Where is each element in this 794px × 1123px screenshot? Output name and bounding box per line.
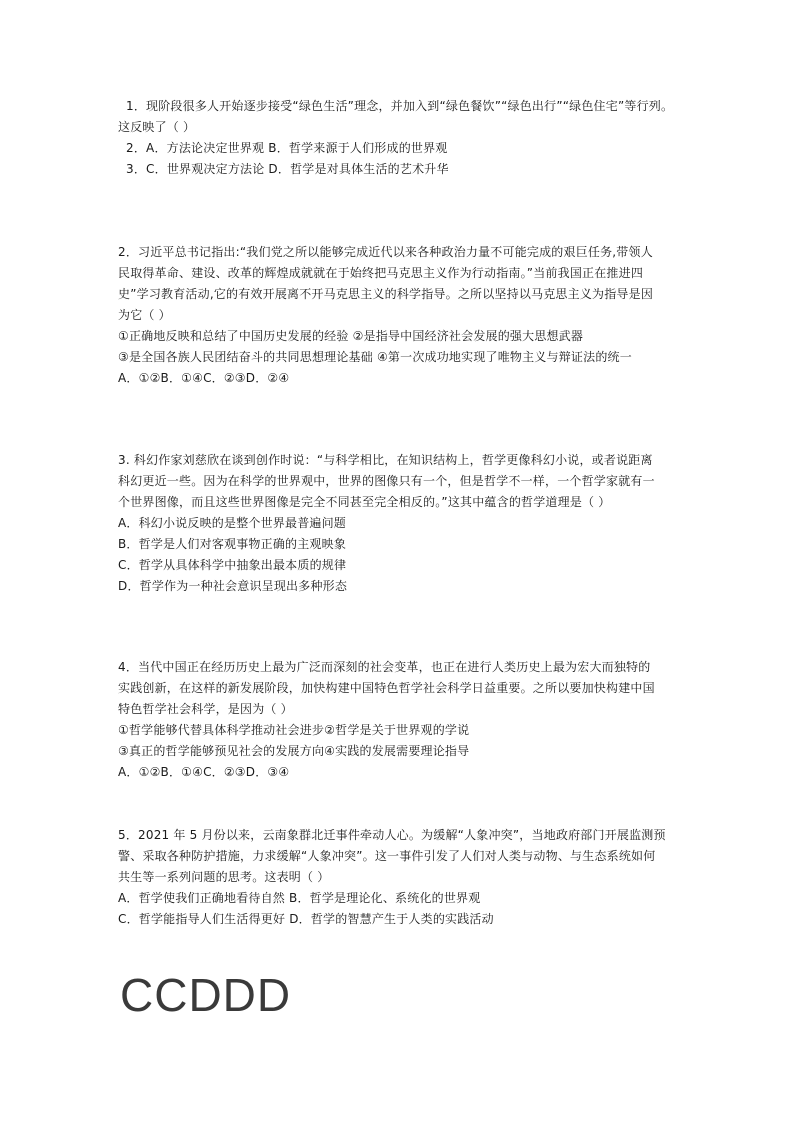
question-3-option-a: A．科幻小说反映的是整个世界最普遍问题 — [118, 516, 347, 530]
question-2-stem-line-3: 史”学习教育活动,它的有效开展离不开马克思主义的科学指导。之所以坚持以马克思主义为指导是因 — [118, 287, 654, 301]
question-4-stem-line-1: 4．当代中国正在经历历史上最为广泛而深刻的社会变革，也正在进行人类历史上最为宏大而独特的 — [118, 660, 651, 674]
question-2-statements-2: ③是全国各族人民团结奋斗的共同思想理论基础 ④第一次成功地实现了唯物主义与辩证法的统一 — [118, 350, 632, 364]
question-2-stem-line-2: 民取得革命、建设、改革的辉煌成就就在于始终把马克思主义作为行动指南。”当前我国正在推进四 — [118, 266, 644, 280]
question-1-stem-line-2: 这反映了（ ） — [118, 120, 196, 134]
question-3-option-d: D．哲学作为一种社会意识呈现出多种形态 — [118, 579, 348, 593]
question-5-options-cd: C．哲学能指导人们生活得更好 D．哲学的智慧产生于人类的实践活动 — [118, 912, 494, 926]
question-3-option-b: B．哲学是人们对客观事物正确的主观映象 — [118, 537, 347, 551]
question-4-statements-2: ③真正的哲学能够预见社会的发展方向④实践的发展需要理论指导 — [118, 744, 470, 758]
question-4-stem-line-2: 实践创新，在这样的新发展阶段，加快构建中国特色哲学社会科学日益重要。之所以要加快构建中国 — [118, 681, 655, 695]
question-5-stem-line-3: 共生等一系列问题的思考。这表明（ ） — [118, 870, 330, 884]
answer-key: CCDDD — [120, 969, 292, 1021]
question-1-options-cd: 3．C．世界观决定方法论 D．哲学是对具体生活的艺术升华 — [126, 162, 449, 176]
question-3-stem-line-3: 个世界图像，而且这些世界图像是完全不同甚至完全相反的。”这其中蕴含的哲学道理是（ ） — [118, 495, 611, 509]
question-4-options: A．①②B．①④C．②③D．③④ — [118, 765, 290, 779]
question-2-stem-line-4: 为它（ ） — [118, 308, 171, 322]
question-2-stem-line-1: 2．习近平总书记指出:“我们党之所以能够完成近代以来各种政治力量不可能完成的艰巨任务,带领人 — [118, 245, 653, 259]
question-1-options-ab: 2．A．方法论决定世界观 B．哲学来源于人们形成的世界观 — [126, 141, 448, 155]
question-2-options: A．①②B．①④C．②③D．②④ — [118, 371, 290, 385]
question-3-option-c: C．哲学从具体科学中抽象出最本质的规律 — [118, 558, 347, 572]
question-4-statements-1: ①哲学能够代替具体科学推动社会进步②哲学是关于世界观的学说 — [118, 723, 470, 737]
question-5-options-ab: A．哲学使我们正确地看待自然 B．哲学是理论化、系统化的世界观 — [118, 891, 481, 905]
question-2-statements-1: ①正确地反映和总结了中国历史发展的经验 ②是指导中国经济社会发展的强大思想武器 — [118, 329, 584, 343]
question-4-stem-line-3: 特色哲学社会科学，是因为（ ） — [118, 702, 293, 716]
question-1-stem-line-1: 1．现阶段很多人开始逐步接受“绿色生活”理念，并加入到“绿色餐饮”“绿色出行”“绿色住宅”等行列。 — [126, 99, 674, 113]
question-5-stem-line-1: 5．2021 年 5 月份以来，云南象群北迁事件牵动人心。为缓解“人象冲突”，当地政府部门开展监测预 — [118, 828, 666, 842]
question-3-stem-line-1: 3. 科幻作家刘慈欣在谈到创作时说：“与科学相比，在知识结构上，哲学更像科幻小说，或者说距离 — [118, 453, 653, 467]
question-3-stem-line-2: 科幻更近一些。因为在科学的世界观中，世界的图像只有一个，但是哲学不一样，一个哲学家就有一 — [118, 474, 655, 488]
question-5-stem-line-2: 警、采取各种防护措施，力求缓解“人象冲突”。这一事件引发了人们对人类与动物、与生态系统如何 — [118, 849, 656, 863]
